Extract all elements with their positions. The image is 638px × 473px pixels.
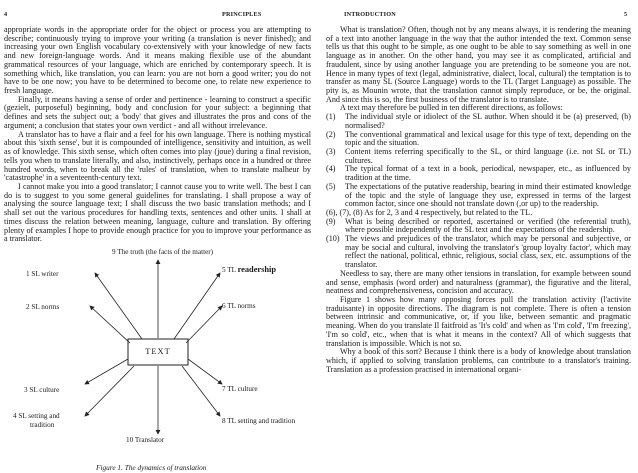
direction-item	[326, 183, 631, 209]
direction-number: (4)	[326, 164, 336, 174]
arrow-tl-readership	[174, 273, 220, 339]
node-tl-readership-word: readership	[237, 265, 277, 274]
arrow-tl-setting	[182, 366, 220, 416]
directions-list	[326, 113, 631, 270]
direction-text: The conventional grammatical and lexical usage for this type of text, depending on the topic and the situation.	[345, 129, 631, 148]
right-closing-paragraph-1: Needless to say, there are many other tensions in translation, for example between sound and sense, emphasis (word order) and naturalness (grammar), the figurative and the literal, neatness and comprehensiveness, concision and accuracy.	[326, 268, 631, 296]
direction-number: (10)	[326, 234, 340, 244]
right-page-number: 5	[624, 11, 628, 18]
right-text-column	[326, 26, 631, 374]
direction-item	[326, 148, 631, 165]
arrow-sl-norms	[90, 306, 130, 343]
direction-item	[326, 235, 631, 270]
direction-number: (1)	[326, 112, 336, 122]
node-sl-setting-tradition: tradition	[30, 421, 55, 429]
right-lead-line: A text may therefore be pulled in ten different directions, as follows:	[340, 103, 563, 113]
right-intro-paragraph: What is translation? Often, though not by any means always, it is rendering the meaning of a text into another language in the way that the author intended the text. Common sense tells us that this ought to be simple, as one ought to be able to say something as well in one language as in another. On the other hand, you may see it as complicated, artificial and fraudulent, since by using another language you are pretending to be someone you are not. Hence in many types of text (legal, administrative, dialect, local, cultural) the temptation is to transfer as many SL (Source Language) words to the TL (Target Language) as possible. The pity is, as Mounin wrote, that the translation cannot simply reproduce, or be, the original. And since this is so, the first business of the translator is to translate.	[326, 25, 631, 104]
direction-text: Content items referring specifically to the SL, or third language (i.e. not SL or TL) cultures.	[345, 147, 631, 165]
direction-item	[326, 218, 631, 235]
arrow-tl-norms	[186, 306, 222, 343]
left-paragraph-3: A translator has to have a flair and a feel for his own language. There is nothing mystical about this 'sixth sense', but it is compounded of intelligence, sensitivity and intuition, as well as of knowledge. This sixth sense, which often comes into play (joue) during a final revision, tells you when to translate literally, and also, instinctively, perhaps once in a hundred or three hundred words, when to break all the 'rules' of translation, when to translate malheur by 'catastrophe' in a seventeenth-century text.	[4, 129, 311, 183]
figure-caption: Figure 1. The dynamics of translation	[96, 463, 207, 472]
left-running-head: PRINCIPLES	[222, 11, 262, 18]
node-sl-culture: 3 SL culture	[24, 386, 60, 394]
direction-text: The individual style or idiolect of the SL author. When should it be (a) preserved, (b) normalised?	[345, 112, 631, 130]
direction-text: The typical format of a text in a book, periodical, newspaper, etc., as influenced by tradition at the time.	[345, 164, 631, 183]
arrow-sl-setting	[85, 366, 134, 416]
node-sl-writer: 1 SL writer	[26, 270, 59, 278]
direction-item	[326, 113, 631, 130]
left-paragraph-1: appropriate words in the appropriate order for the object or process you are attempting to describe; continuously trying to improve your writing (a translation is never finished); and increasing your own English vocabulary co-extensively with your knowledge of new facts and new foreign-language words. And it means making flexible use of the abundant grammatical resources of your language, which are enriched by contemporary speech. It is something which, like translation, you can learn: you are not born a good writer; you do not have to be one now; you have to be determined to become one, to relate new experience to fresh language.	[4, 25, 311, 96]
direction-item	[326, 131, 631, 148]
node-tl-norms: 6 TL norms	[222, 302, 256, 310]
right-running-head: INTRODUCTION	[344, 11, 396, 18]
right-closing-paragraph-3: Why a book of this sort? Because I think there is a body of knowledge about translation which, if applied to solving translation problems, can contribute to a translator's training. Translation as a profession practised in international organi-	[326, 347, 631, 374]
direction-text: The views and prejudices of the translator, which may be personal and subjective, or may be social and cultural, involving the translator's 'group loyalty factor', which may reflect the national, political, ethnic, religious, social class, sex, etc. assumptions of the translator.	[345, 234, 631, 270]
direction-text: The expectations of the putative readership, bearing in mind their estimated knowledge of the topic and the style of language they use, expressed in terms of the largest common factor, since one should not translate down (,or up) to the readership.	[345, 181, 631, 209]
direction-number: (2)	[326, 129, 336, 139]
node-sl-setting: 4 SL setting and	[13, 412, 60, 420]
direction-text: What is being described or reported, ascertained or verified (the referential truth), where possible independently of the SL text and the expectations of the readership.	[345, 216, 631, 235]
right-page	[318, 0, 638, 473]
direction-number: (3)	[326, 147, 336, 156]
left-text-column	[4, 26, 311, 244]
direction-item	[326, 165, 631, 182]
left-paragraph-2: Finally, it means having a sense of order and pertinence - learning to construct a specific (gezielt, purposeful) beginning, body and conclusion for your subject: a beginning that defines and sets the subject out; a 'body' that gives and illustrates the pros and cons of the argument; a conclusion that states your own verdict - and all without irrelevance.	[4, 94, 311, 130]
direction-number: (6), (7), (8)	[326, 207, 363, 217]
arrow-sl-culture	[85, 359, 128, 384]
left-page	[0, 0, 318, 473]
node-tl-readership	[222, 266, 276, 274]
direction-text: As for 2, 3 and 4 respectively, but related to the TL.	[364, 207, 533, 217]
left-paragraph-4: I cannot make you into a good translator; I cannot cause you to write well. The best I can do is to suggest to you some general guidelines for translating. I shall propose a way of analysing the source language text; I shall discuss the two basic translation methods; and I shall set out the various procedures for handling texts, sentences and other units. I shall at times discuss the relation between meaning, language, culture and translation. By offering plenty of examples I hope to provide enough practice for you to improve your performance as a translator.	[4, 181, 311, 244]
node-translator: 10 Translator	[126, 436, 165, 444]
arrow-sl-writer	[95, 273, 142, 339]
node-tl-readership-number: 5 TL	[222, 266, 238, 274]
direction-number: (5)	[326, 181, 336, 191]
node-tl-setting: 8 TL setting and tradition	[222, 417, 296, 425]
left-page-number: 4	[4, 11, 8, 18]
text-box-label: TEXT	[145, 347, 171, 356]
direction-number: (9)	[326, 216, 336, 226]
right-closing-paragraph-2: Figure 1 shows how many opposing forces pull the translation activity (l'activite traduisante) in opposite directions. The diagram is not complete. There is often a tension between intrinsic and communicative, or, if you like, between semantic and pragmatic meaning. When do you translate Il faitfroid as 'It's cold' and when as 'I'm cold', 'I'm freezing', 'I'm so cold', etc., when that is what it means in the context? All of which suggests that translation is impossible. Which is not so.	[326, 295, 631, 348]
node-tl-culture: 7 TL culture	[222, 385, 258, 393]
node-truth: 9 The truth (the facts of the matter)	[112, 248, 214, 256]
node-sl-norms: 2 SL norms	[26, 303, 60, 311]
translation-dynamics-figure	[0, 246, 318, 473]
